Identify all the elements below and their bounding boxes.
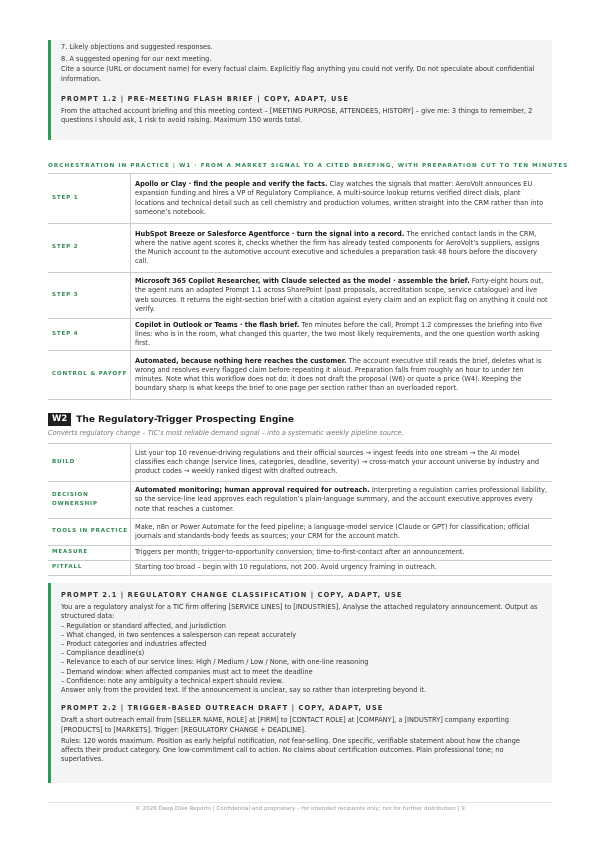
- row-value: [131, 444, 553, 482]
- prompt-line: You are a regulatory analyst for a TIC firm offering [SERVICE LINES] to [INDUSTRIES]. Analyse the attached regulatory announcement. Output as structured data:: [61, 603, 538, 621]
- row-text: Interpreting a regulation carries professional liability, so the service-line lead approves each regulation’s plain-language summary, and the account executive approves every note that reaches a customer.: [135, 486, 548, 513]
- row-key: BUILD: [48, 444, 131, 482]
- row-text: Make, n8n or Power Automate for the feed pipeline; a language-model service (Claude or GPT) for classification; official journals and standards-body feeds as sources; your CRM for the account match.: [135, 522, 530, 540]
- table-row: [48, 224, 552, 273]
- row-value: [131, 224, 553, 273]
- w2-table: [48, 443, 552, 576]
- prompt-line: – Relevance to each of our service lines: High / Medium / Low / None, with one-line reasoning: [61, 658, 369, 667]
- bottom-prompt-callout: [48, 583, 552, 783]
- prompt-2-1-label: PROMPT 2.1 | REGULATORY CHANGE CLASSIFICATION | COPY, ADAPT, USE: [61, 591, 403, 599]
- top-prompt-callout: [48, 40, 552, 140]
- prompt-line: – Regulation or standard affected, and jurisdiction: [61, 621, 226, 630]
- w2-header: [48, 413, 294, 426]
- prompt-line: – Product categories and industries affected: [61, 640, 207, 649]
- row-text: Clay watches the signals that matter: AeroVolt announces EU expansion funding and hires a VP of Regulatory Compliance. A multi-source lookup returns verified direct dials, plant locations and technical detail such as cell chemistry and production volumes, written straight into the CRM rather than into someone’s notebook.: [135, 180, 544, 216]
- callout-line: Cite a source (URL or document name) for every factual claim. Explicitly flag anything you could not verify. Do not speculate about confidential information.: [61, 65, 535, 83]
- row-lead: Microsoft 365 Copilot Researcher, with Claude selected as the model · assemble the brief.: [135, 277, 470, 286]
- row-value: [131, 519, 553, 546]
- row-text: Ten minutes before the call, Prompt 1.2 compresses the briefing into five lines: who is in the room, what changed this quarter, the two most likely requirements, and the one question worth asking first.: [135, 320, 543, 348]
- row-lead: Apollo or Clay · find the people and verify the facts.: [135, 180, 328, 189]
- row-key: DECISION OWNERSHIP: [48, 482, 131, 519]
- row-lead: HubSpot Breeze or Salesforce Agentforce · turn the signal into a record.: [135, 229, 405, 238]
- row-value: [131, 546, 553, 561]
- w2-subtitle: Converts regulatory change – TIC’s most reliable demand signal – into a systematic weekly pipeline source.: [48, 429, 404, 437]
- table-row: [48, 561, 552, 576]
- w2-title: The Regulatory-Trigger Prospecting Engine: [76, 414, 294, 425]
- row-lead: Automated, because nothing here reaches the customer.: [135, 356, 347, 365]
- row-key: STEP 4: [48, 319, 131, 351]
- prompt-line: Rules: 120 words maximum. Position as early helpful notification, not fear-selling. One specific, verifiable statement about how the change affects their product category. One low-commitment call to action. No claims about certification outcomes. Plain professional tone; no superlatives.: [61, 736, 520, 764]
- table-row: [48, 273, 552, 319]
- row-key: MEASURE: [48, 546, 131, 561]
- page-footer: © 2026 Deep Dive Reports | Confidential and proprietary – for intended recipients only; not for further distribution | 9: [135, 806, 465, 812]
- table-row: [48, 444, 552, 482]
- prompt-line: Draft a short outreach email from [SELLER NAME, ROLE] at [FIRM] to [CONTACT ROLE] at [COMPANY], a [INDUSTRY] company exporting [PRODUCTS] to [MARKETS]. Trigger: [REGULATORY CHANGE + DEADLINE].: [61, 716, 509, 734]
- callout-line: 7. Likely objections and suggested responses.: [61, 43, 213, 51]
- prompt-line: Answer only from the provided text. If the announcement is unclear, say so rather than interpreting beyond it.: [61, 686, 427, 695]
- table-row: [48, 351, 552, 400]
- table-row: [48, 482, 552, 519]
- prompt-line: – What changed, in two sentences a salesperson can repeat accurately: [61, 630, 297, 639]
- row-value: [131, 273, 553, 319]
- table-row: [48, 519, 552, 546]
- row-key: STEP 3: [48, 273, 131, 319]
- row-text: Triggers per month; trigger-to-opportunity conversion; time-to-first-contact after an announcement.: [135, 548, 465, 557]
- w1-section-heading: ORCHESTRATION IN PRACTICE | W1 · FROM A MARKET SIGNAL TO A CITED BRIEFING, WITH PREPARATION CUT TO TEN MINUTES: [48, 163, 569, 169]
- row-value: [131, 482, 553, 519]
- row-text: List your top 10 revenue-driving regulations and their official sources → ingest feeds into one stream → the AI model classifies each change (service lines, categories, deadline, severity) → cross-match your account universe by industry and product codes → weekly ranked digest with drafted outreach.: [135, 448, 540, 476]
- table-row: [48, 546, 552, 561]
- row-key: STEP 1: [48, 174, 131, 224]
- row-key: PITFALL: [48, 561, 131, 576]
- w1-steps-table: [48, 173, 552, 400]
- row-lead: Automated monitoring; human approval required for outreach.: [135, 486, 370, 495]
- prompt-line: – Compliance deadline(s): [61, 649, 145, 658]
- prompt-2-2-label: PROMPT 2.2 | TRIGGER-BASED OUTREACH DRAFT | COPY, ADAPT, USE: [61, 704, 384, 713]
- row-lead: Copilot in Outlook or Teams · the flash brief.: [135, 320, 300, 329]
- row-value: [131, 319, 553, 351]
- row-key: CONTROL & PAYOFF: [48, 351, 131, 400]
- row-text: The enriched contact lands in the CRM, where the native agent scores it, checks whether the firm has already tested components for AeroVolt’s suppliers, assigns the Munich account to the automotive account executive and schedules a preparation task 48 hours before the discovery call.: [135, 229, 540, 266]
- row-text: Forty-eight hours out, the agent runs an adapted Prompt 1.1 across SharePoint (past proposals, accreditation scope, service catalogue) and live web sources. It returns the eight-section brief with a citation against every claim and an explicit flag on anything it could not verify.: [135, 277, 548, 313]
- row-text: The account executive still reads the brief, deletes what is wrong and resolves every flagged claim before repeating it aloud. Preparation falls from roughly an hour to under ten minutes. Note what this workflow does not do: it does not draft the proposal (W6) or quote a price (W4). Keeping the boundary sharp is what keeps the brief to one page per section rather than an overloaded report.: [135, 356, 542, 393]
- row-text: Starting too broad – begin with 10 regulations, not 200. Avoid urgency framing in outreach.: [135, 563, 437, 572]
- row-key: STEP 2: [48, 224, 131, 273]
- row-value: [131, 174, 553, 224]
- footer-divider: [48, 802, 552, 803]
- row-key: TOOLS IN PRACTICE: [48, 519, 131, 546]
- table-row: [48, 174, 552, 224]
- row-value: [131, 561, 553, 576]
- prompt-line: – Demand window: when affected companies must act to meet the deadline: [61, 667, 313, 676]
- callout-line: 8. A suggested opening for our next meeting.: [61, 55, 212, 64]
- prompt-1-2-label: PROMPT 1.2 | PRE-MEETING FLASH BRIEF | COPY, ADAPT, USE: [61, 94, 349, 103]
- table-row: [48, 319, 552, 351]
- prompt-line: – Confidence: note any ambiguity a technical expert should review.: [61, 676, 284, 685]
- row-value: [131, 351, 553, 400]
- w2-badge: W2: [48, 413, 71, 426]
- prompt-1-2-text: From the attached account briefing and this meeting context – [MEETING PURPOSE, ATTENDEES, HISTORY] – give me: 3 things to remember, 2 questions I should ask, 1 risk to avoid raising. Maximum 150 words total.: [61, 107, 533, 125]
